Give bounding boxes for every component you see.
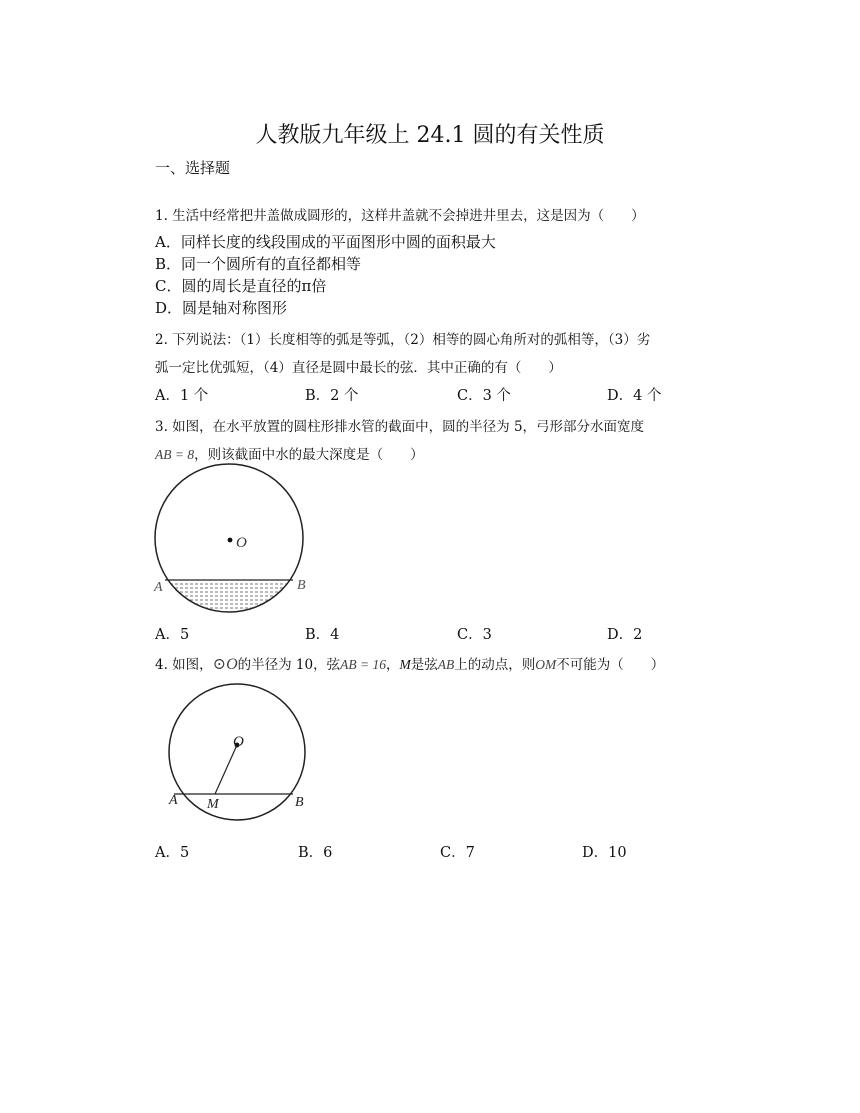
label-m: M bbox=[207, 797, 219, 812]
label-b: B bbox=[295, 795, 304, 810]
q4-option-c: C．7 bbox=[440, 845, 475, 861]
segment-om bbox=[215, 745, 237, 794]
label-b: B bbox=[297, 578, 306, 593]
q4-math-m: M bbox=[399, 657, 411, 672]
q4-prefix: 4. 如图， bbox=[155, 657, 213, 673]
q4-text-5: 上的动点，则 bbox=[454, 657, 536, 673]
label-o: O bbox=[233, 734, 244, 750]
q1-option-d: D．圆是轴对称图形 bbox=[155, 299, 288, 317]
q4-text-6: 不可能为（ ） bbox=[556, 657, 665, 673]
q4-math-ab2: AB bbox=[437, 657, 455, 672]
q2-option-d: D．4 个 bbox=[607, 388, 662, 404]
label-a: A bbox=[154, 580, 163, 595]
q2-option-c: C．3 个 bbox=[457, 388, 511, 404]
q4-text-2: 的半径为 10，弦 bbox=[237, 657, 341, 673]
q4-figure-circle-chord bbox=[165, 680, 325, 820]
q3-math-ab: AB = 8 bbox=[155, 447, 195, 462]
q4-text-4: 是弦 bbox=[410, 657, 438, 673]
q3-option-b: B．4 bbox=[305, 627, 340, 643]
q4-circle-o: ⊙O bbox=[212, 656, 238, 673]
q4-text-3: ， bbox=[385, 657, 400, 673]
q1-stem: 1. 生活中经常把井盖做成圆形的，这样井盖就不会掉进井里去，这是因为（ ） bbox=[155, 208, 645, 224]
label-a: A bbox=[169, 793, 178, 808]
page-title: 人教版九年级上 24.1 圆的有关性质 bbox=[255, 123, 605, 148]
q2-line1: 2. 下列说法：（1）长度相等的弧是等弧，（2）相等的圆心角所对的弧相等，（3）劣 bbox=[155, 332, 651, 348]
q4-stem bbox=[155, 655, 664, 675]
q4-option-a: A．5 bbox=[155, 845, 190, 861]
q2-line2: 弧一定比优弧短，（4）直径是圆中最长的弦．其中正确的有（ ） bbox=[155, 360, 562, 376]
q3-option-c: C．3 bbox=[457, 627, 492, 643]
label-o: O bbox=[236, 535, 247, 551]
q1-option-b: B．同一个圆所有的直径都相等 bbox=[155, 255, 362, 273]
q3-line1: 3. 如图，在水平放置的圆柱形排水管的截面中，圆的半径为 5，弓形部分水面宽度 bbox=[155, 419, 645, 435]
q4-math-ab: AB = 16 bbox=[340, 657, 386, 672]
q2-option-b: B．2 个 bbox=[305, 388, 359, 404]
q2-option-a: A．1 个 bbox=[155, 388, 209, 404]
center-point bbox=[228, 538, 233, 543]
q4-math-om: OM bbox=[535, 657, 557, 672]
q3-option-a: A．5 bbox=[155, 627, 190, 643]
q3-line2-text: ，则该截面中水的最大深度是（ ） bbox=[194, 447, 424, 463]
q3-figure-pipe-cross-section bbox=[150, 462, 310, 612]
q1-option-c: C．圆的周长是直径的π倍 bbox=[155, 277, 327, 295]
q4-option-d: D．10 bbox=[582, 845, 627, 861]
q4-option-b: B．6 bbox=[298, 845, 333, 861]
circle-o bbox=[169, 684, 305, 820]
section-heading: 一、选择题 bbox=[155, 159, 231, 177]
q1-option-a: A．同样长度的线段围成的平面图形中圆的面积最大 bbox=[155, 233, 496, 251]
q3-option-d: D．2 bbox=[607, 627, 643, 643]
